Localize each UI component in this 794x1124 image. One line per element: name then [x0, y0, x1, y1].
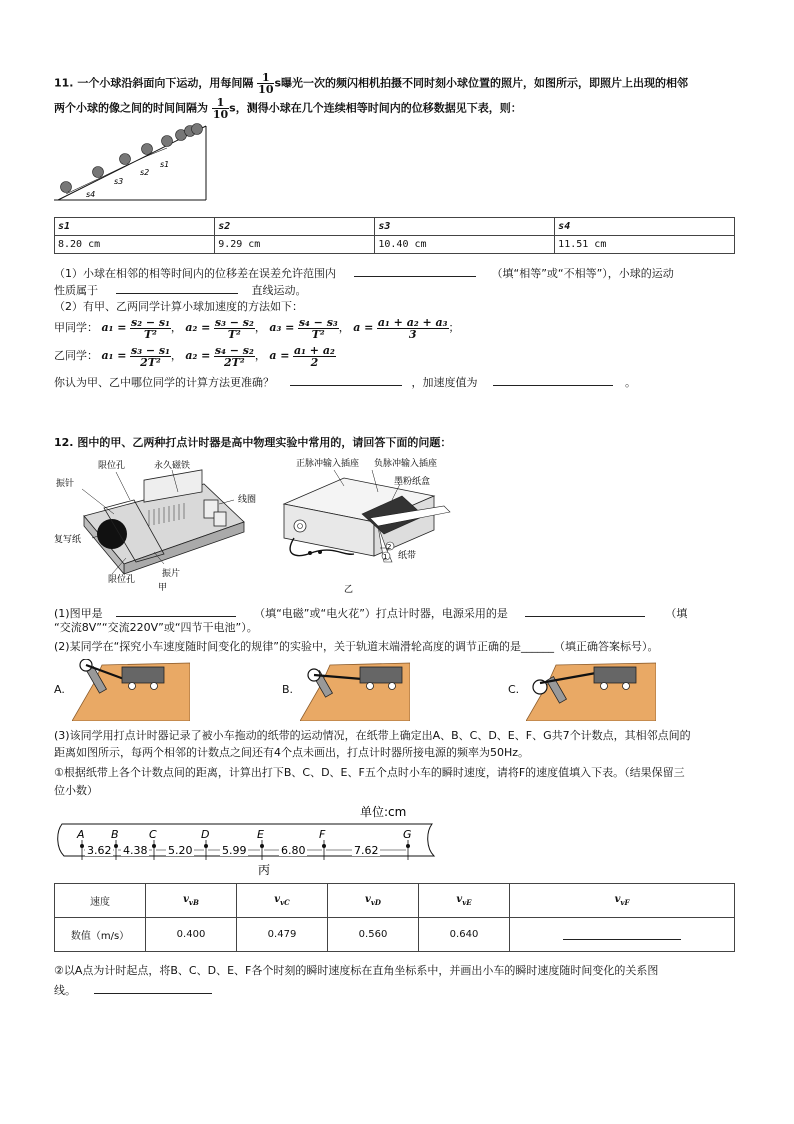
svg-text:墨粉纸盒: 墨粉纸盒	[394, 477, 431, 487]
tape-point-F	[322, 844, 326, 848]
tape-point-label: E	[257, 828, 264, 841]
displacement-table	[54, 217, 735, 254]
q12-part5-line1: ②以A点为计时起点，将B、C、D、E、F各个时刻的瞬时速度标在直角坐标系中，并画出小车的瞬时速度随时间变化的关系图	[54, 964, 659, 977]
table-header: s3	[375, 218, 555, 236]
speed-table	[54, 883, 735, 952]
tape-point-C	[152, 844, 156, 848]
option-c-diagram[interactable]	[526, 659, 656, 721]
svg-text:正脉冲输入插座: 正脉冲输入插座	[296, 459, 360, 469]
answer-blank-3[interactable]	[290, 373, 402, 386]
tape-point-label: F	[319, 828, 326, 841]
table-cell: 8.20 cm	[55, 236, 215, 254]
table-cell: 10.40 cm	[375, 236, 555, 254]
svg-text:线圈: 线圈	[238, 495, 257, 505]
q12-part1-line2: “交流8V”“交流220V”或“四节干电池”）。	[54, 621, 258, 634]
table-header: $v_{vD}$	[328, 884, 419, 918]
tape-point-A	[80, 844, 84, 848]
time-fraction-2: $\frac{1}{10}$	[212, 96, 229, 121]
q11-intro-line1: 11. 一个小球沿斜面向下运动，用每间隔 $\frac{1}{10}$ s曝光一次的频闪相机拍摄不同时刻小球位置的照片，如图所示，即照片上出现的相邻	[54, 71, 689, 96]
svg-text:振针: 振针	[56, 479, 75, 489]
svg-text:2: 2	[387, 543, 392, 551]
tape-distance-label: 6.80	[281, 844, 306, 857]
table-cell: 9.29 cm	[215, 236, 375, 254]
table-header: $v_{vC}$	[237, 884, 328, 918]
table-cell	[510, 918, 735, 952]
tape-distance-label: 5.99	[222, 844, 247, 857]
tape-point-label: G	[403, 828, 412, 841]
tape-unit: 单位:cm	[360, 805, 407, 819]
option-a-label[interactable]: A.	[54, 683, 65, 696]
tape-distance-label: 4.38	[123, 844, 148, 857]
table-header: $v_{vE}$	[419, 884, 510, 918]
table-header: $v_{vB}$	[146, 884, 237, 918]
tape-point-label: D	[201, 828, 210, 841]
time-fraction: $\frac{1}{10}$	[258, 71, 274, 96]
svg-text:负脉冲输入插座: 负脉冲输入插座	[374, 459, 438, 469]
svg-text:1: 1	[383, 553, 388, 561]
answer-blank-1[interactable]	[354, 264, 476, 277]
option-b-diagram[interactable]	[300, 659, 410, 721]
vf-answer-blank[interactable]	[563, 927, 681, 940]
label-s2: s2	[140, 168, 150, 177]
answer-blank-4[interactable]	[493, 373, 613, 386]
table-header: s1	[55, 218, 215, 236]
q11-part1-line1: （1）小球在相邻的相等时间内的位移差在误差允许范围内 （填“相等”或“不相等”），小球的运动	[54, 264, 674, 282]
tape-point-D	[204, 844, 208, 848]
label-s3: s3	[114, 177, 124, 186]
tape-caption: 丙	[258, 863, 271, 877]
q12-intro: 12. 图中的甲、乙两种打点计时器是高中物理实验中常用的，请回答下面的问题：	[54, 436, 452, 449]
option-a-diagram[interactable]	[72, 659, 190, 721]
table-header: $v_{vF}$	[510, 884, 735, 918]
option-c-label[interactable]: C.	[508, 683, 520, 696]
spark-timer-diagram	[274, 456, 454, 596]
table-cell: 0.640	[419, 918, 510, 952]
tape-distance-label: 7.62	[354, 844, 379, 857]
yi-formula: 乙同学： a₁ = $\frac{\text{s₃ − s₁}}{\text{2T²}}$ ， a₂ = $\frac{\text{s₄ − s₂}}{\text{2T²}}$ ， a = $\frac{\text{a₁ + a₂}}{2}$	[54, 343, 335, 369]
q11-intro-line2: 两个小球的像之间的时间间隔为 $\frac{1}{10}$ s，测得小球在几个连续相等时间内的位移数据见下表，则：	[54, 96, 522, 121]
answer-blank-graph[interactable]	[94, 981, 212, 994]
svg-text:限位孔: 限位孔	[98, 461, 126, 471]
svg-text:纸带: 纸带	[398, 551, 417, 561]
table-cell: 速度	[55, 884, 146, 918]
paper-tape-diagram	[54, 802, 444, 880]
q12-part2: (2)某同学在“探究小车速度随时间变化的规律”的实验中，关于轨道末端滑轮高度的调节正确的是______（填正确答案标号）。	[54, 640, 659, 653]
q11-part2: （2）有甲、乙两同学计算小球加速度的方法如下：	[54, 300, 303, 313]
option-b-label[interactable]: B.	[282, 683, 294, 696]
svg-text:乙: 乙	[344, 585, 354, 595]
tape-point-label: A	[77, 828, 85, 841]
tape-distance-label: 3.62	[87, 844, 112, 857]
tape-point-E	[260, 844, 264, 848]
svg-text:振片: 振片	[162, 569, 181, 579]
tape-point-B	[114, 844, 118, 848]
svg-text:永久磁铁: 永久磁铁	[154, 461, 191, 471]
tape-point-label: C	[149, 828, 157, 841]
tape-point-label: B	[111, 828, 119, 841]
table-cell: 11.51 cm	[555, 236, 735, 254]
q12-part1-line1: (1)图甲是 （填“电磁”或“电火花”）打点计时器，电源采用的是 （填	[54, 604, 687, 622]
jia-formula: 甲同学： a₁ = $\frac{\text{s₂ − s₁}}{\text{T²}}$ ， a₂ = $\frac{\text{s₃ − s₂}}{\text{T²}}$ ， a₃ = $\frac{\text{s₄ − s₃}}{\text{T²}}$ ， a = $\frac{\text{a₁ + a₂ + a₃}}{3}$ ；	[54, 315, 460, 341]
answer-blank-2[interactable]	[116, 281, 238, 294]
answer-blank-5[interactable]	[116, 604, 236, 617]
svg-text:限位孔: 限位孔	[108, 575, 136, 585]
q11-part1-line2: 性质属于 直线运动。	[54, 281, 307, 299]
q12-part3-line1: (3)该同学用打点计时器记录了被小车拖动的纸带的运动情况，在纸带上确定出A、B、C、D、E、F、G共7个计数点，其相邻点间的	[54, 729, 691, 742]
q12-part5-line2: 线。	[54, 981, 212, 999]
table-header: s4	[555, 218, 735, 236]
q12-part4-line2: 位小数）	[54, 784, 98, 797]
svg-text:复写纸: 复写纸	[54, 535, 82, 545]
tape-distance-label: 5.20	[168, 844, 193, 857]
electromagnetic-timer-diagram	[54, 456, 266, 596]
answer-blank-6[interactable]	[525, 604, 645, 617]
table-cell: 0.479	[237, 918, 328, 952]
svg-text:甲: 甲	[158, 583, 168, 593]
q12-part4-line1: ①根据纸带上各个计数点间的距离，计算出打下B、C、D、E、F五个点时小车的瞬时速度，请将F的速度值填入下表。（结果保留三	[54, 766, 685, 779]
table-cell: 0.560	[328, 918, 419, 952]
tape-point-G	[406, 844, 410, 848]
incline-diagram	[54, 122, 214, 206]
table-cell: 数值（m/s）	[55, 918, 146, 952]
label-s4: s4	[86, 190, 96, 199]
table-header: s2	[215, 218, 375, 236]
table-cell: 0.400	[146, 918, 237, 952]
label-s1: s1	[160, 160, 170, 169]
q11-part3: 你认为甲、乙中哪位同学的计算方法更准确？ ，加速度值为 。	[54, 373, 636, 391]
q12-part3-line2: 距离如图所示，每两个相邻的计数点之间还有4个点未画出，打点计时器所接电源的频率为50Hz。	[54, 746, 530, 759]
